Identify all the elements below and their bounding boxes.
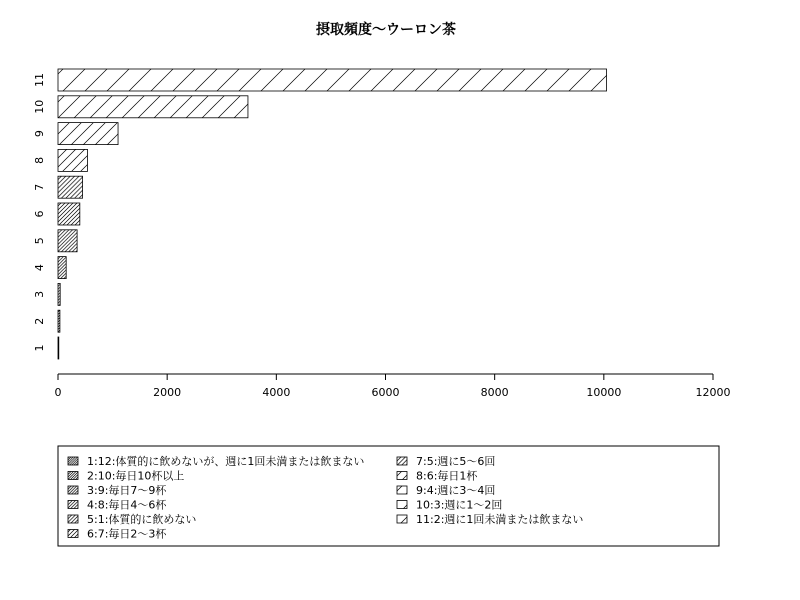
x-tick-label-8000: 8000 bbox=[480, 386, 509, 399]
legend-swatch-10 bbox=[397, 501, 407, 509]
x-tick-label-4000: 4000 bbox=[262, 386, 291, 399]
bars bbox=[58, 69, 607, 359]
legend-swatch-8 bbox=[397, 472, 407, 480]
y-tick-label-2: 2 bbox=[33, 317, 46, 325]
legend-label-3: 3:9:毎日7～9杯 bbox=[87, 484, 167, 497]
x-tick-label-6000: 6000 bbox=[371, 386, 400, 399]
bar-1 bbox=[58, 337, 59, 359]
x-tick-label-2000: 2000 bbox=[153, 386, 182, 399]
y-tick-label-9: 9 bbox=[33, 130, 46, 138]
y-tick-label-7: 7 bbox=[33, 183, 46, 191]
x-tick-label-10000: 10000 bbox=[586, 386, 622, 399]
bar-5 bbox=[58, 230, 77, 252]
bar-2 bbox=[58, 310, 60, 332]
y-tick-label-3: 3 bbox=[33, 290, 46, 298]
y-tick-label-4: 4 bbox=[33, 264, 46, 272]
legend-label-5: 5:1:体質的に飲めない bbox=[87, 513, 197, 526]
y-axis bbox=[33, 73, 58, 352]
legend-label-6: 6:7:毎日2～3杯 bbox=[87, 527, 167, 541]
legend-swatch-11 bbox=[397, 515, 407, 523]
y-tick-label-8: 8 bbox=[33, 156, 46, 164]
bar-6 bbox=[58, 203, 80, 225]
bar-7 bbox=[58, 176, 83, 198]
legend-label-2: 2:10:毎日10杯以上 bbox=[87, 469, 185, 483]
legend-swatch-3 bbox=[68, 486, 78, 494]
y-tick-label-10: 10 bbox=[33, 99, 46, 114]
legend-label-4: 4:8:毎日4～6杯 bbox=[87, 498, 167, 512]
legend-swatch-1 bbox=[68, 457, 78, 465]
chart-title: 摂取頻度～ウーロン茶 bbox=[316, 22, 456, 38]
legend-swatch-5 bbox=[68, 515, 78, 523]
legend-swatch-7 bbox=[397, 457, 407, 465]
bar-3 bbox=[58, 283, 60, 305]
legend-label-7: 7:5:週に5～6回 bbox=[416, 455, 496, 468]
bar-4 bbox=[58, 257, 66, 279]
bar-9 bbox=[58, 123, 118, 145]
bar-11 bbox=[58, 69, 607, 91]
legend-swatch-4 bbox=[68, 501, 78, 509]
x-tick-label-0: 0 bbox=[54, 386, 62, 399]
bar-8 bbox=[58, 149, 87, 171]
legend-label-1: 1:12:体質的に飲めないが、週に1回未満または飲まない bbox=[87, 455, 365, 468]
legend-swatch-2 bbox=[68, 472, 78, 480]
bar-10 bbox=[58, 96, 248, 118]
legend-swatch-6 bbox=[68, 530, 78, 538]
legend-label-11: 11:2:週に1回未満または飲まない bbox=[416, 513, 584, 526]
legend-label-8: 8:6:毎日1杯 bbox=[416, 469, 478, 483]
legend-label-9: 9:4:週に3～4回 bbox=[416, 484, 496, 497]
y-tick-label-11: 11 bbox=[33, 73, 46, 87]
y-tick-label-6: 6 bbox=[33, 210, 46, 218]
x-tick-label-12000: 12000 bbox=[695, 386, 731, 399]
legend-label-10: 10:3:週に1～2回 bbox=[416, 498, 503, 512]
y-tick-label-1: 1 bbox=[33, 344, 46, 352]
y-tick-label-5: 5 bbox=[33, 237, 46, 245]
legend bbox=[58, 446, 719, 546]
x-axis bbox=[55, 374, 731, 399]
legend-swatch-9 bbox=[397, 486, 407, 494]
